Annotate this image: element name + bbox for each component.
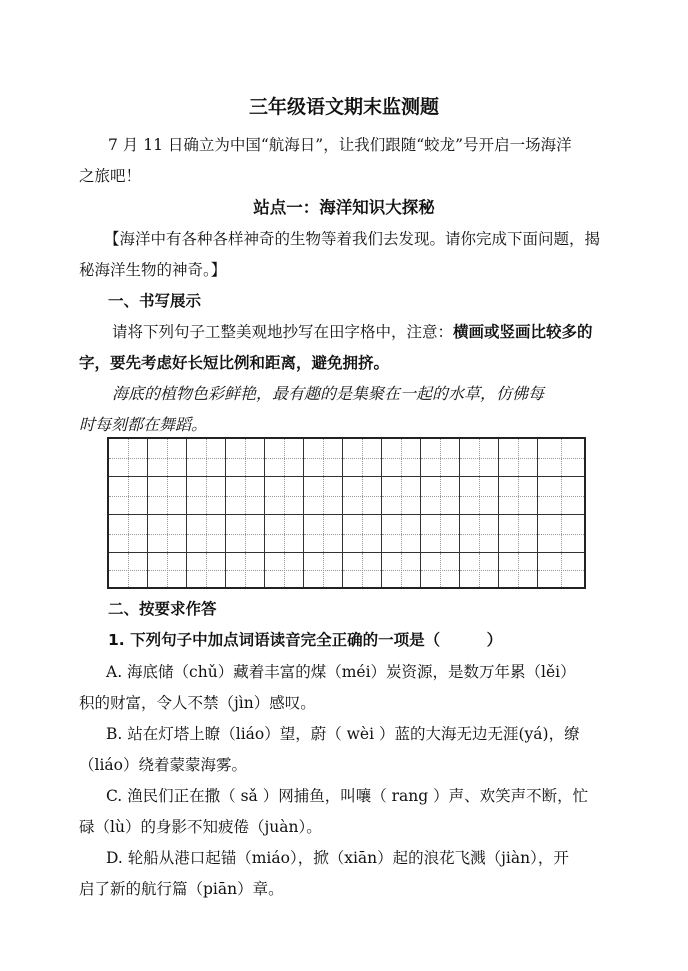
grid-cell[interactable] <box>148 553 187 587</box>
station-desc-line-1: 【海洋中有各种各样神奇的生物等着我们去发现。请你完成下面问题，揭 <box>104 230 601 248</box>
grid-cell[interactable] <box>421 515 460 552</box>
grid-cell[interactable] <box>187 477 226 514</box>
grid-cell[interactable] <box>499 439 538 476</box>
intro-line-2: 之旅吧！ <box>79 167 142 185</box>
grid-cell[interactable] <box>460 515 499 552</box>
grid-cell[interactable] <box>382 439 421 476</box>
option-d-line-2: 启了新的航行篇（piān）章。 <box>79 880 284 898</box>
option-d-line-1[interactable]: D. 轮船从港口起锚（miáo），掀（xiān）起的浪花飞溅（jiàn），开 <box>106 849 569 867</box>
option-a-line-1[interactable]: A. 海底储（chǔ）藏着丰富的煤（méi）炭资源，是数万年累（lěi） <box>106 663 576 681</box>
station-desc-line-2: 秘海洋生物的神奇。】 <box>79 261 227 279</box>
grid-cell[interactable] <box>382 515 421 552</box>
intro-line-1: 7 月 11 日确立为中国“航海日”，让我们跟随“蛟龙”号开启一场海洋 <box>108 136 572 154</box>
grid-cell[interactable] <box>265 477 304 514</box>
grid-cell[interactable] <box>304 477 343 514</box>
grid-cell[interactable] <box>421 477 460 514</box>
grid-cell[interactable] <box>265 553 304 587</box>
option-c-line-2: 碌（lù）的身影不知疲倦（juàn）。 <box>79 818 322 836</box>
grid-cell[interactable] <box>382 477 421 514</box>
section-2-heading: 二、按要求作答 <box>108 600 217 618</box>
option-b-line-2: （liáo）绕着蒙蒙海雾。 <box>79 756 247 774</box>
question-1: 1. 下列句子中加点词语读音完全正确的一项是（ ） <box>108 631 503 649</box>
grid-cell[interactable] <box>538 553 584 587</box>
grid-cell[interactable] <box>499 477 538 514</box>
grid-cell[interactable] <box>460 439 499 476</box>
grid-cell[interactable] <box>343 439 382 476</box>
grid-cell[interactable] <box>304 439 343 476</box>
option-c-line-1[interactable]: C. 渔民们正在撒（ sǎ ）网捕鱼，叫嚷（ rang ）声、欢笑声不断，忙 <box>106 787 589 805</box>
grid-cell[interactable] <box>148 477 187 514</box>
grid-cell[interactable] <box>538 477 584 514</box>
page-title: 三年级语文期末监测题 <box>248 96 439 118</box>
option-b-line-1[interactable]: B. 站在灯塔上瞭（liáo）望，蔚（ wèi ）蓝的大海无边无涯(yá)，缭 <box>106 725 580 743</box>
grid-cell[interactable] <box>226 553 265 587</box>
grid-cell[interactable] <box>148 515 187 552</box>
grid-cell[interactable] <box>343 515 382 552</box>
grid-cell[interactable] <box>265 515 304 552</box>
grid-row[interactable] <box>109 477 584 514</box>
grid-cell[interactable] <box>226 439 265 476</box>
grid-row[interactable] <box>109 553 584 587</box>
grid-cell[interactable] <box>343 553 382 587</box>
instruction-line-1 <box>112 317 593 348</box>
instruction-emphasis-2: 字，要先考虑好长短比例和距离，避免拥挤。 <box>79 354 390 372</box>
grid-cell[interactable] <box>382 553 421 587</box>
grid-cell[interactable] <box>265 439 304 476</box>
grid-cell[interactable] <box>148 439 187 476</box>
grid-cell[interactable] <box>109 515 148 552</box>
grid-cell[interactable] <box>187 553 226 587</box>
option-a-line-2: 积的财富，令人不禁（jìn）感叹。 <box>79 694 316 712</box>
grid-cell[interactable] <box>421 439 460 476</box>
grid-cell[interactable] <box>304 553 343 587</box>
grid-row[interactable] <box>109 515 584 552</box>
grid-cell[interactable] <box>343 477 382 514</box>
grid-cell[interactable] <box>499 515 538 552</box>
grid-cell[interactable] <box>460 477 499 514</box>
grid-cell[interactable] <box>460 553 499 587</box>
copy-sentence-line-1: 海底的植物色彩鲜艳，最有趣的是集聚在一起的水草，仿佛每 <box>112 384 545 403</box>
grid-cell[interactable] <box>226 477 265 514</box>
grid-cell[interactable] <box>109 439 148 476</box>
section-1-heading: 一、书写展示 <box>108 292 202 310</box>
instruction-emphasis-1: 横画或竖画比较多的 <box>453 323 593 341</box>
station-title: 站点一：海洋知识大探秘 <box>253 198 435 217</box>
grid-cell[interactable] <box>187 515 226 552</box>
grid-cell[interactable] <box>226 515 265 552</box>
grid-cell[interactable] <box>421 553 460 587</box>
grid-cell[interactable] <box>109 477 148 514</box>
grid-cell[interactable] <box>499 553 538 587</box>
tianzige-grid[interactable] <box>107 437 586 589</box>
grid-cell[interactable] <box>538 515 584 552</box>
grid-cell[interactable] <box>304 515 343 552</box>
instruction-prefix: 请将下列句子工整美观地抄写在田字格中，注意： <box>112 323 454 341</box>
grid-cell[interactable] <box>187 439 226 476</box>
grid-cell[interactable] <box>538 439 584 476</box>
grid-row[interactable] <box>109 439 584 476</box>
copy-sentence-line-2: 时每刻都在舞蹈。 <box>79 415 208 434</box>
grid-cell[interactable] <box>109 553 148 587</box>
